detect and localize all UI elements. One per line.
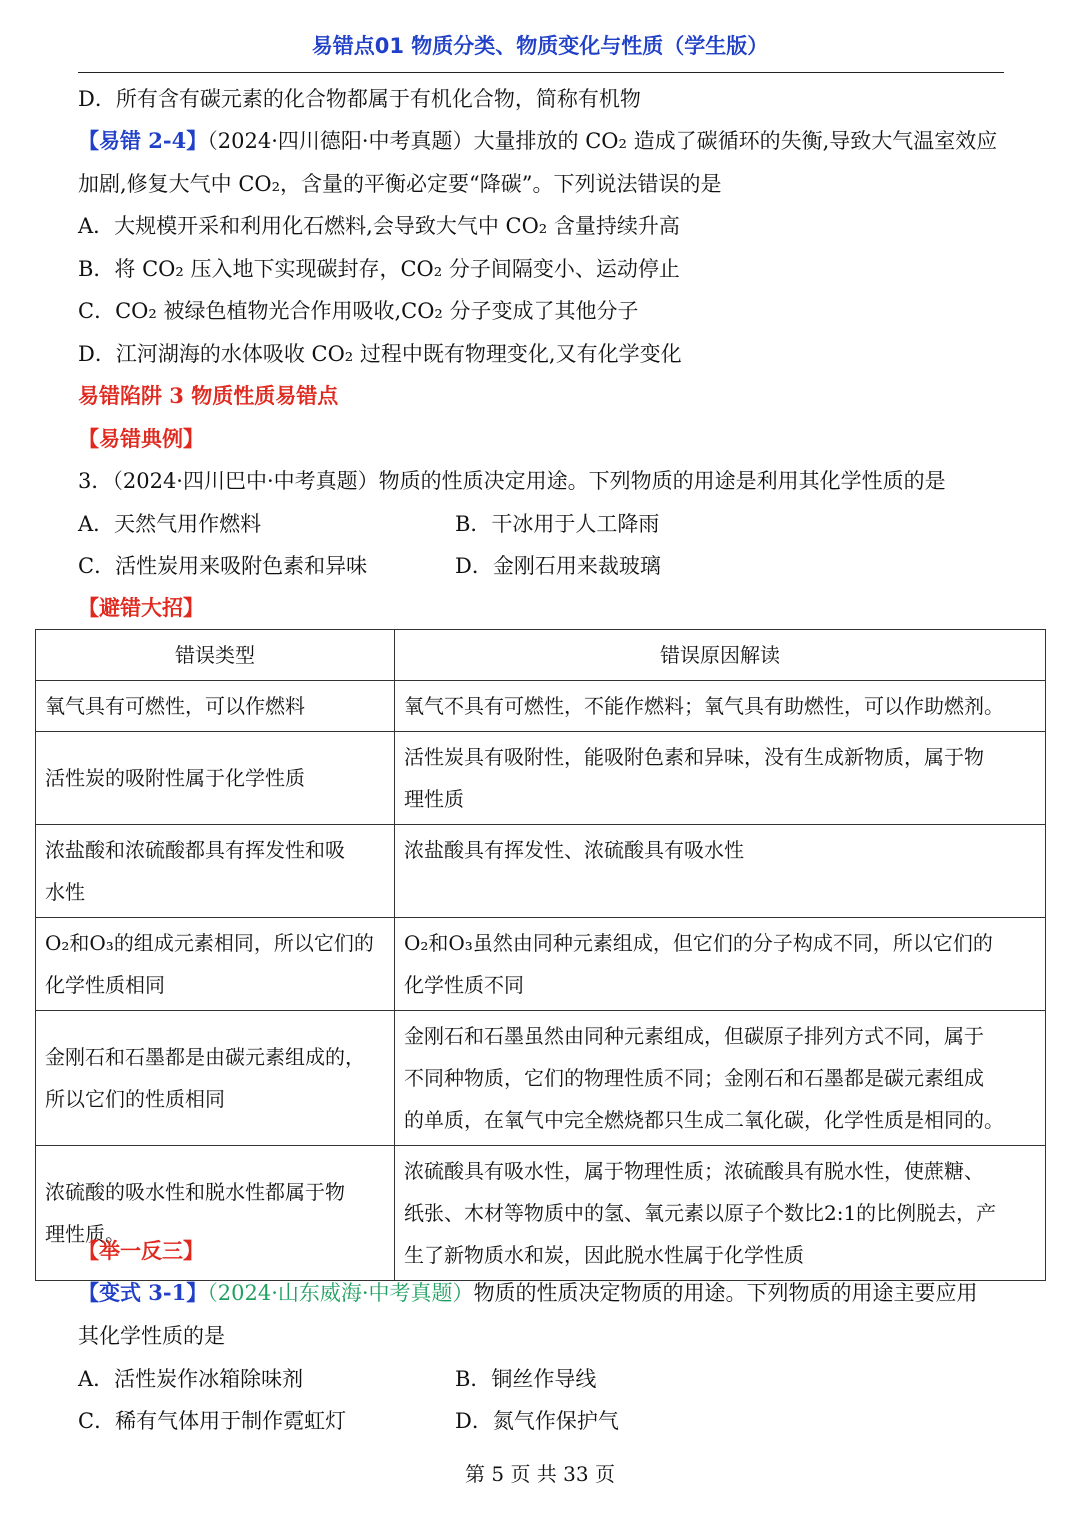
avoid-error-tag: 【避错大招】 <box>78 595 204 620</box>
q3-option-c: C．活性炭用来吸附色素和异味 <box>78 554 368 578</box>
table-header-cell: 错误原因解读 <box>395 630 1046 681</box>
error-type-cell: O₂和O₃的组成元素相同，所以它们的 化学性质相同 <box>36 918 395 1011</box>
q3-option-a: A．天然气用作燃料 <box>78 512 262 536</box>
table-row <box>36 681 1046 732</box>
error-type-cell: 活性炭的吸附性属于化学性质 <box>36 732 395 825</box>
table-header-cell: 错误类型 <box>36 630 395 681</box>
error-reason-cell: O₂和O₃虽然由同种元素组成，但它们的分子构成不同，所以它们的 化学性质不同 <box>395 918 1046 1011</box>
table-row <box>36 732 1046 825</box>
variant-stem-line1: 【变式 3-1】（2024·山东威海·中考真题）物质的性质决定物质的用途。下列物质的用途主要应用 <box>78 1280 978 1305</box>
q24-stem-line1: 【易错 2-4】（2024·四川德阳·中考真题）大量排放的 CO₂ 造成了碳循环的失衡,导致大气温室效应 <box>78 128 998 153</box>
variant-option-c: C．稀有气体用于制作霓虹灯 <box>78 1409 347 1433</box>
variant-source: （2024·山东威海·中考真题） <box>207 1281 474 1305</box>
variant-tag: 【变式 3-1】 <box>78 1280 208 1305</box>
page-header-title: 易错点01 物质分类、物质变化与性质（学生版） <box>311 34 769 58</box>
error-type-cell: 浓硫酸的吸水性和脱水性都属于物 理性质。 <box>36 1146 395 1281</box>
variant-option-d: D．氮气作保护气 <box>455 1409 619 1433</box>
table-row <box>36 918 1046 1011</box>
q24-tag: 【易错 2-4】 <box>78 128 208 153</box>
q24-option-a: A．大规模开采和利用化石燃料,会导致大气中 CO₂ 含量持续升高 <box>78 214 680 238</box>
table-row <box>36 1011 1046 1146</box>
q3-option-b: B．干冰用于人工降雨 <box>455 512 660 536</box>
error-type-cell: 金刚石和石墨都是由碳元素组成的， 所以它们的性质相同 <box>36 1011 395 1146</box>
error-reason-cell: 浓硫酸具有吸水性，属于物理性质；浓硫酸具有脱水性，使蔗糖、 纸张、木材等物质中的氢、氧元素以原子个数比2:1的比例脱去，产 生了新物质水和炭，因此脱水性属于化学性质 <box>395 1146 1046 1281</box>
q24-stem-line2: 加剧,修复大气中 CO₂，含量的平衡必定要“降碳”。下列说法错误的是 <box>78 172 722 196</box>
typical-example-tag: 【易错典例】 <box>78 426 204 451</box>
practice-tag: 【举一反三】 <box>78 1238 204 1263</box>
q3-stem: 3．（2024·四川巴中·中考真题）物质的性质决定用途。下列物质的用途是利用其化学性质的是 <box>78 469 946 493</box>
error-type-cell: 浓盐酸和浓硫酸都具有挥发性和吸 水性 <box>36 825 395 918</box>
q24-option-b: B．将 CO₂ 压入地下实现碳封存，CO₂ 分子间隔变小、运动停止 <box>78 257 680 281</box>
error-reason-cell: 活性炭具有吸附性，能吸附色素和异味，没有生成新物质，属于物 理性质 <box>395 732 1046 825</box>
variant-option-b: B．铜丝作导线 <box>455 1367 597 1391</box>
variant-stem-line2: 其化学性质的是 <box>78 1324 225 1348</box>
q24-option-d: D．江河湖海的水体吸收 CO₂ 过程中既有物理变化,又有化学变化 <box>78 342 682 366</box>
q24-option-c: C．CO₂ 被绿色植物光合作用吸收,CO₂ 分子变成了其他分子 <box>78 299 639 323</box>
error-type-cell: 氧气具有可燃性，可以作燃料 <box>36 681 395 732</box>
prev-question-option-d: D．所有含有碳元素的化合物都属于有机化合物，简称有机物 <box>78 87 641 111</box>
table-row <box>36 825 1046 918</box>
error-reason-cell: 金刚石和石墨虽然由同种元素组成，但碳原子排列方式不同，属于 不同种物质，它们的物理性质不同；金刚石和石墨都是碳元素组成 的单质，在氧气中完全燃烧都只生成二氧化碳，化学性质是相同的。 <box>395 1011 1046 1146</box>
table-header-row <box>36 630 1046 681</box>
page-number: 第 5 页 共 33 页 <box>465 1462 615 1486</box>
error-reason-cell: 氧气不具有可燃性，不能作燃料；氧气具有助燃性，可以作助燃剂。 <box>395 681 1046 732</box>
error-reason-cell: 浓盐酸具有挥发性、浓硫酸具有吸水性 <box>395 825 1046 918</box>
q3-option-d: D．金刚石用来裁玻璃 <box>455 554 661 578</box>
variant-option-a: A．活性炭作冰箱除味剂 <box>78 1367 304 1391</box>
section3-title: 易错陷阱 3 物质性质易错点 <box>78 383 339 408</box>
header-divider <box>78 72 1004 73</box>
error-analysis-table <box>35 629 1046 1281</box>
